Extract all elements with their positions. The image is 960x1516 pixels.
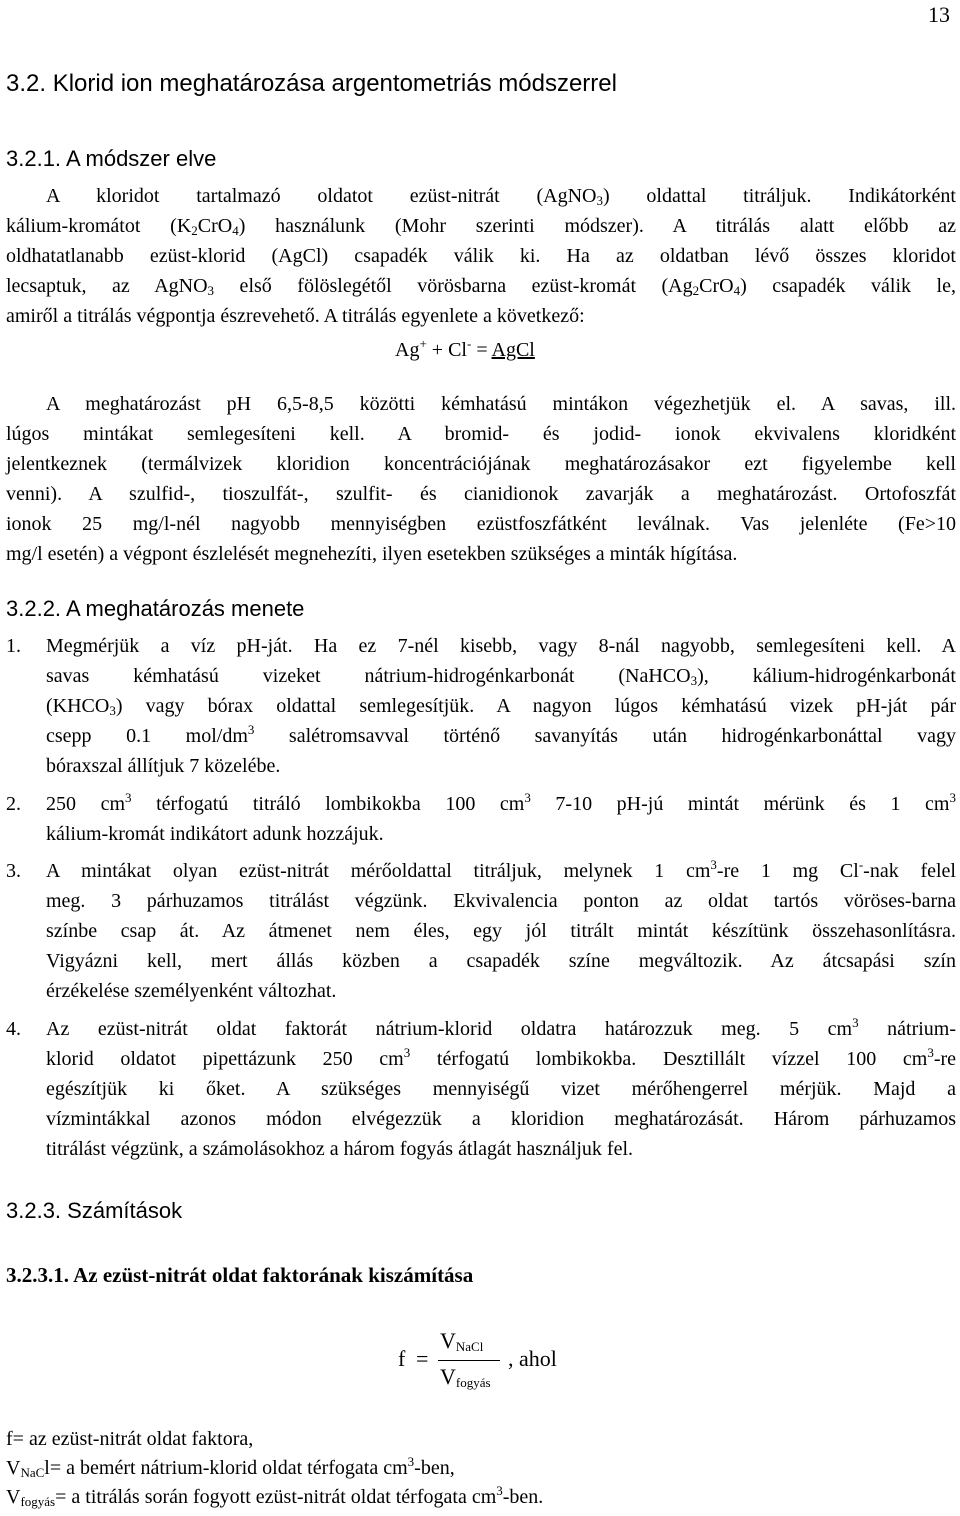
procedure-step-4: 4. Az ezüst-nitrát oldat faktorát nátrium-klorid oldatra határozzuk meg. 5 $cm^3$ nátrium- klorid oldatot pipettázunk 250 $cm^3$ térfogatú lombikokba. Desztillált vízzel 100 $cm^3-re$ egészítjük ki őket. A szükséges mennyiségű vizet mérőhengerrel mérjük. Majd a vízmintákkal azonos módon elvégezzük a kloridion meghatározását. Három párhuzamos titrálást végzünk, a számolásokhoz a három fogyás átlagát használjuk fel.: [6, 1015, 957, 1160]
text-line: mg/l esetén) a végpont észlelését megnehezíti, ilyen esetekben szükséges a minták hígítása.: [6, 543, 738, 565]
step-number: 2.: [6, 793, 21, 815]
subsection-title-method-principle: 3.2.1. A módszer elve: [6, 146, 217, 171]
text-line: ionok 25 mg/l-nél nagyobb mennyiségben ezüstfoszfátként leválnak. Vas jelenléte (Fe>10: [6, 513, 956, 535]
text-line: lúgos mintákat semlegesíteni kell. A bromid- és jodid- ionok ekvivalens kloridként: [6, 423, 956, 445]
text-line: lecsaptuk, az AgNO$_3$ első fölöslegétől vörösbarna ezüst-kromát $(Ag_2CrO_4)$ csapadék válik le,: [6, 275, 956, 298]
method-principle-paragraph: [6, 181, 956, 331]
definitions: f= az ezüst-nitrát oldat faktora, $V_{NaC}l= a$ bemért nátrium-klorid oldat térfogata $cm^3$-ben, $V_{fogyás}= a$ titrálás során fogyott ezüst-nitrát oldat térfogata $cm^3$-ben.: [6, 1428, 544, 1509]
text-line: jelentkeznek (termálvizek kloridion koncentrációjának meghatározásakor ezt figyelembe kell: [6, 453, 956, 475]
procedure-step-3: 3. A mintákat olyan ezüst-nitrát mérőoldattal titráljuk, melynek 1 $cm^3-re$ 1 mg Cl--nak felel meg. 3 párhuzamos titrálást végzünk. Ekvivalencia ponton az oldat tartós vöröses-barna színbe csap át. Az átmenet nem éles, egy jól titrált mintát készítünk összehasonlításra. Vigyázni kell, mert állás közben a csapadék színe megváltozik. Az átcsapási szín érzékelése személyenként változhat.: [6, 857, 956, 1002]
step-number: 4.: [6, 1018, 21, 1040]
subsubsection-title-factor: 3.2.3.1. Az ezüst-nitrát oldat faktorának kiszámítása: [6, 1263, 474, 1287]
page-number: 13: [928, 2, 950, 27]
text-line: A kloridot tartalmazó oldatot ezüst-nitrát (AgNO$_3$) oldattal titráljuk. Indikátorként: [46, 185, 956, 208]
subsection-title-calculations: 3.2.3. Számítások: [6, 1198, 183, 1223]
text-line: amiről a titrálás végpontja észrevehető. A titrálás egyenlete a következő:: [6, 305, 585, 327]
section-title: 3.2. Klorid ion meghatározása argentometriás módszerrel: [6, 70, 617, 97]
text-line: kálium-kromátot $(K_2CrO_4)$ használunk (Mohr szerinti módszer). A titrálás alatt előbb az: [6, 215, 956, 238]
text-line: oldhatatlanabb ezüst-klorid (AgCl) csapadék válik ki. Ha az oldatban lévő összes kloridot: [6, 245, 956, 267]
text-line: venni). A szulfid-, tioszulfát-, szulfit- és cianidionok zavarják a meghatározást. Ortofoszfát: [6, 483, 956, 505]
subsection-title-procedure: 3.2.2. A meghatározás menete: [6, 596, 305, 621]
procedure-step-1: 1. Megmérjük a víz pH-ját. Ha ez 7-nél kisebb, vagy 8-nál nagyobb, semlegesíteni kell. A savas kémhatású vizeket nátrium-hidrogénkarbonát (NaHCO$_3$), kálium-hidrogénkarbonát $(KHCO_3)$ vagy bórax oldattal semlegesítjük. A nagyon lúgos kémhatású vizek pH-ját pár csepp 0.1 mol/$dm^3$ salétromsavval történő savanyítás után hidrogénkarbonáttal vagy bóraxszal állítjuk 7 közelébe.: [6, 631, 956, 781]
conditions-paragraph: [6, 389, 956, 569]
titration-equation: Ag+ + Cl- = AgCl: [395, 336, 535, 361]
step-number: 3.: [6, 860, 21, 882]
factor-formula: f = $V_{NaCl}$ $V_{fogyás}$ , ahol: [398, 1328, 557, 1390]
fraction-bar: [438, 1360, 500, 1361]
procedure-step-2: 2. 250 $cm^3$ térfogatú titráló lombikokba 100 $cm^3$ 7-10 pH-jú mintát mérünk és 1 $cm^3$ kálium-kromát indikátort adunk hozzájuk.: [6, 790, 956, 845]
text-line: A meghatározást pH 6,5-8,5 közötti kémhatású mintákon végezhetjük el. A savas, ill.: [46, 393, 956, 415]
step-number: 1.: [6, 635, 21, 657]
